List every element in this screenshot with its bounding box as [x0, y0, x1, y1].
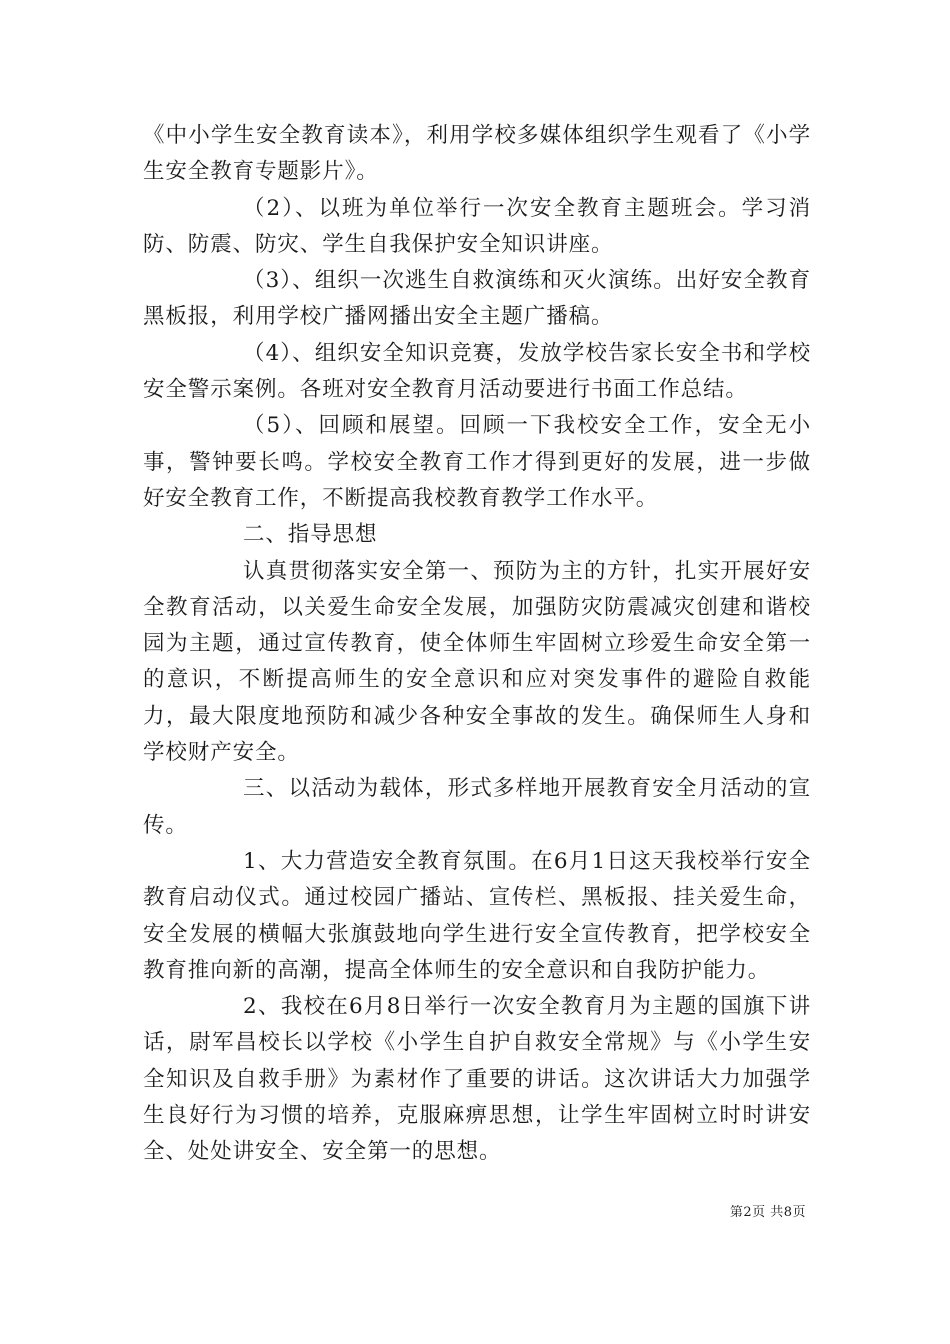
paragraph-item-4-competition: （4）、组织安全知识竞赛，发放学校告家长安全书和学校安全警示案例。各班对安全教育月活动要进行书面工作总结。	[143, 340, 811, 403]
paragraph-activity-1: 1、大力营造安全教育氛围。在6月1日这天我校举行安全教育启动仪式。通过校园广播站、宣传栏、黑板报、挂关爱生命，安全发展的横幅大张旗鼓地向学生进行安全宣传教育，把学校安全教育推向新的高潮，提高全体师生的安全意识和自我防护能力。	[143, 848, 811, 983]
section-heading-activities: 三、以活动为载体，形式多样地开展教育安全月活动的宣传。	[143, 776, 811, 838]
page-number-footer: 第2页 共8页	[729, 1205, 806, 1220]
paragraph-guiding-ideology: 认真贯彻落实安全第一、预防为主的方针，扎实开展好安全教育活动，以关爱生命安全发展，加强防灾防震减灾创建和谐校园为主题，通过宣传教育，使全体师生牢固树立珍爱生命安全第一的意识，不断提高师生的安全意识和应对突发事件的避险自救能力，最大限度地预防和减少各种安全事故的发生。确保师生人身和学校财产安全。	[143, 558, 811, 766]
paragraph-item-5-review: （5）、回顾和展望。回顾一下我校安全工作，安全无小事，警钟要长鸣。学校安全教育工作才得到更好的发展，进一步做好安全教育工作，不断提高我校教育教学工作水平。	[143, 413, 811, 511]
paragraph-reading-materials: 《中小学生安全教育读本》，利用学校多媒体组织学生观看了《小学生安全教育专题影片》。	[143, 123, 811, 185]
document-body	[143, 118, 811, 1171]
section-heading-guiding-ideology: 二、指导思想	[243, 522, 378, 548]
paragraph-item-2-class-meeting: （2）、以班为单位举行一次安全教育主题班会。学习消防、防震、防灾、学生自我保护安全知识讲座。	[143, 195, 811, 257]
paragraph-item-3-drills: （3）、组织一次逃生自救演练和灭火演练。出好安全教育黑板报，利用学校广播网播出安全主题广播稿。	[143, 268, 811, 330]
paragraph-activity-2: 2、我校在6月8日举行一次安全教育月为主题的国旗下讲话，尉军昌校长以学校《小学生自护自救安全常规》与《小学生安全知识及自救手册》为素材作了重要的讲话。这次讲话大力加强学生良好行为习惯的培养，克服麻痹思想，让学生牢固树立时时讲安全、处处讲安全、安全第一的思想。	[143, 994, 811, 1165]
